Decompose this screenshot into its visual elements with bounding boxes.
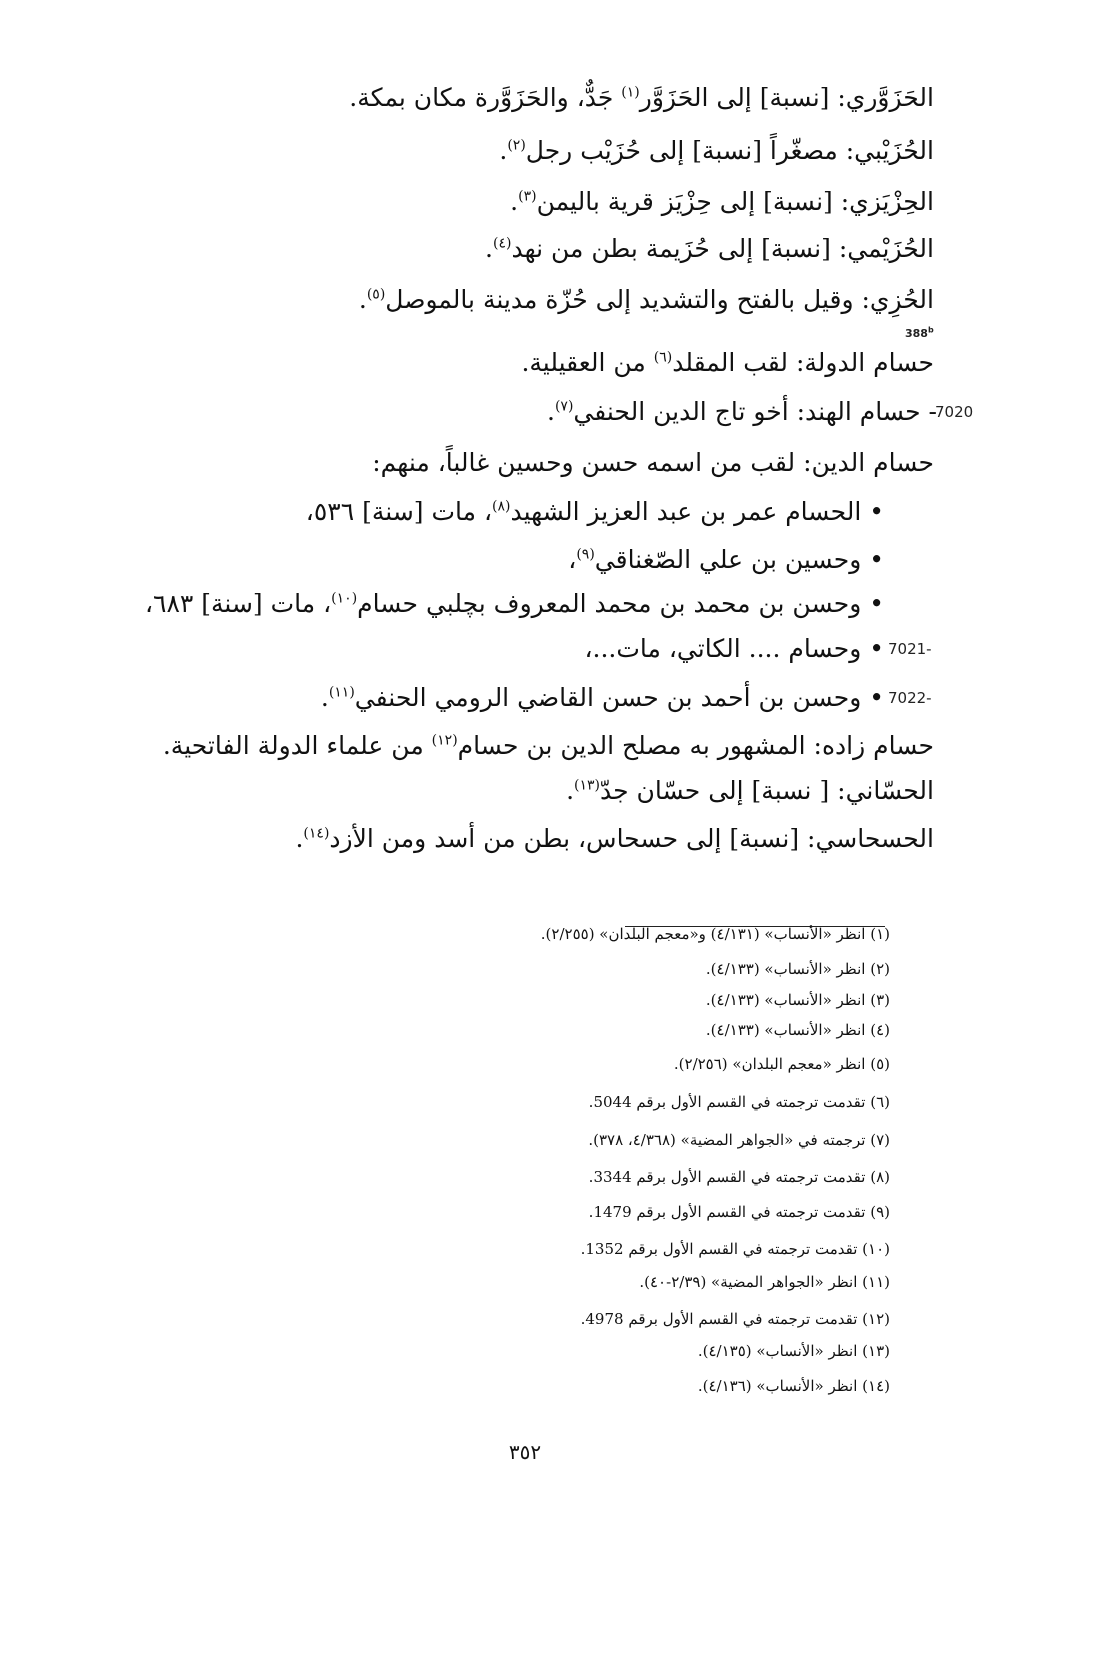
- entry-husam-zadeh: حسام زاده: المشهور به مصلح الدين بن حسام$^{(١٢)}$ من علماء الدولة الفاتحية.: [162, 731, 934, 760]
- footnote: (١٠) تقدمت ترجمته في القسم الأول برقم 1352.: [580, 1240, 890, 1258]
- entry-hashasi: الحسحاسي: [نسبة] إلى حسحاس، بطن من أسد ومن الأزد$^{(١٤)}$.: [295, 824, 934, 853]
- entry-huzi: الحُزِي: وقيل بالفتح والتشديد إلى حُزّة مدينة بالموصل$^{(٥)}$.: [358, 285, 934, 314]
- footnote: (٨) تقدمت ترجمته في القسم الأول برقم 3344.: [588, 1168, 890, 1186]
- entry-hassani: الحسّاني: [ نسبة] إلى حسّان جدّ$^{(١٣)}$.: [566, 776, 934, 805]
- footnote: (١) انظر «الأنساب» (٤/١٣١) و«معجم البلدان» (٢/٢٥٥).: [540, 925, 890, 943]
- footnote: (١٣) انظر «الأنساب» (٤/١٣٥).: [697, 1342, 890, 1360]
- footnote: (٧) ترجمته في «الجواهر المضية» (٤/٣٦٨، ٣٧٨).: [588, 1131, 890, 1149]
- margin-entry-number-7022: 7022-: [888, 689, 932, 707]
- entry-huzaymi: الحُزَيْمي: [نسبة] إلى حُزَيمة بطن من نهد$^{(٤)}$.: [485, 234, 934, 263]
- footnote: (٩) تقدمت ترجمته في القسم الأول برقم 1479.: [588, 1203, 890, 1221]
- footnote: (٥) انظر «معجم البلدان» (٢/٢٥٦).: [673, 1055, 890, 1073]
- bullet-item: • وحسن بن أحمد بن حسن القاضي الرومي الحنفي$^{(١١)}$.: [320, 683, 884, 712]
- margin-entry-number-7021: 7021-: [888, 640, 932, 658]
- entry-hazawwari: الحَزَوَّري: [نسبة] إلى الحَزَوَّر$^{(١)}$ جَدٌّ، والحَزَوَّرة مكان بمكة.: [349, 83, 934, 112]
- bullet-item: • وحسام .... الكاتي، مات...،: [584, 634, 884, 663]
- footnote: (٤) انظر «الأنساب» (٤/١٣٣).: [705, 1021, 890, 1039]
- footnote: (١٢) تقدمت ترجمته في القسم الأول برقم 4978.: [580, 1310, 890, 1328]
- footnote: (٣) انظر «الأنساب» (٤/١٣٣).: [705, 991, 890, 1009]
- footnote: (١١) انظر «الجواهر المضية» (٢/٣٩-٤٠).: [639, 1273, 890, 1291]
- entry-husam-al-hind: - حسام الهند: أخو تاج الدين الحنفي$^{(٧)}$.: [546, 397, 937, 426]
- margin-manuscript-ref: 388$^b$: [905, 325, 934, 340]
- margin-entry-number-7020: 7020: [935, 403, 974, 421]
- entry-husam-al-dawla: حسام الدولة: لقب المقلد$^{(٦)}$ من العقيلية.: [521, 348, 934, 377]
- bullet-item: • وحسين بن علي الصّغناقي$^{(٩)}$،: [568, 545, 884, 574]
- entry-huzaybi: الحُزَيْبي: مصغّراً [نسبة] إلى حُزَيْب رجل$^{(٢)}$.: [499, 136, 934, 165]
- entry-husam-al-din: حسام الدين: لقب من اسمه حسن وحسين غالباً، منهم:: [372, 448, 934, 477]
- bullet-item: • الحسام عمر بن عبد العزيز الشهيد$^{(٨)}$، مات [سنة] ٥٣٦،: [305, 497, 884, 526]
- bullet-item: • وحسن بن محمد بن محمد المعروف بچلبي حسام$^{(١٠)}$، مات [سنة] ٦٨٣،: [144, 589, 884, 618]
- footnote: (٢) انظر «الأنساب» (٤/١٣٣).: [705, 960, 890, 978]
- footnote: (١٤) انظر «الأنساب» (٤/١٣٦).: [697, 1377, 890, 1395]
- entry-hizyazi: الحِزْيَزي: [نسبة] إلى حِزْيَز قرية باليمن$^{(٣)}$.: [510, 187, 934, 216]
- footnote: (٦) تقدمت ترجمته في القسم الأول برقم 5044.: [588, 1093, 890, 1111]
- page-number: ٣٥٢: [508, 1440, 542, 1464]
